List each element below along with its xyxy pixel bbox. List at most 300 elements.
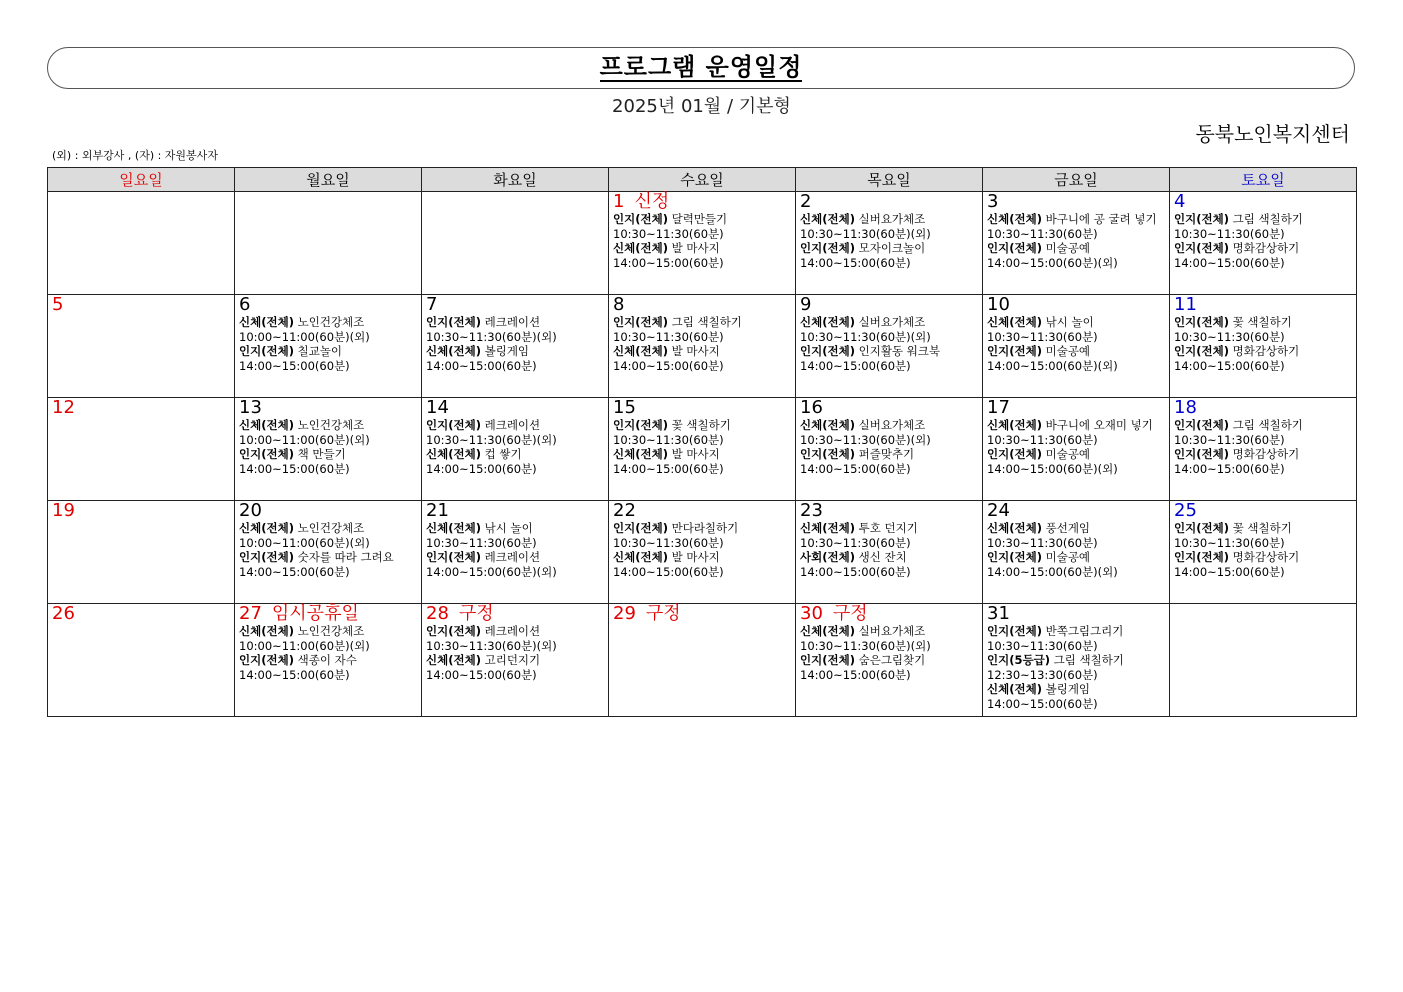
activity-time: 14:00~15:00(60분)	[987, 696, 1098, 711]
activity-name: 실버요가체조	[858, 315, 926, 329]
activity-time: 10:00~11:00(60분)(외)	[239, 638, 370, 653]
calendar-day-cell	[983, 501, 1170, 604]
day-header	[987, 192, 1165, 212]
day-header	[987, 398, 1165, 418]
activity-time: 10:30~11:30(60분)	[800, 535, 911, 550]
activity-name: 바구니에 공 굴려 넣기	[1045, 212, 1157, 226]
activity-time: 14:00~15:00(60분)	[426, 358, 537, 373]
activity-time: 10:30~11:30(60분)(외)	[800, 226, 931, 241]
activity-name: 투호 던지기	[858, 521, 918, 535]
calendar-day-cell	[983, 604, 1170, 717]
activity-line	[239, 653, 417, 668]
activity-line	[1174, 447, 1352, 462]
day-number: 23	[800, 500, 823, 521]
activity-category: 인지(전체)	[800, 447, 855, 461]
day-header	[1174, 398, 1352, 418]
activity-category: 신체(전체)	[800, 418, 855, 432]
calendar-empty-cell	[422, 192, 609, 295]
activity-category: 인지(전체)	[426, 418, 481, 432]
day-header	[800, 501, 978, 521]
weekday-header-tuesday: 화요일	[422, 168, 609, 192]
activity-line	[426, 418, 604, 433]
activity-line	[987, 682, 1165, 697]
activity-category: 인지(전체)	[1174, 315, 1229, 329]
activity-name: 책 만들기	[297, 447, 346, 461]
day-header	[800, 398, 978, 418]
organization-name: 동북노인복지센터	[1195, 122, 1350, 146]
day-number: 14	[426, 397, 449, 418]
activity-time: 14:00~15:00(60분)	[613, 461, 724, 476]
day-header	[800, 604, 978, 624]
activity-category: 인지(전체)	[613, 315, 668, 329]
activity-time: 14:00~15:00(60분)(외)	[987, 564, 1118, 579]
activity-category: 신체(전체)	[239, 624, 294, 638]
day-header	[52, 501, 230, 521]
activity-time: 14:00~15:00(60분)(외)	[426, 564, 557, 579]
activity-name: 미술공예	[1045, 344, 1091, 358]
activity-name: 발 마사지	[671, 447, 720, 461]
activity-time: 14:00~15:00(60분)	[239, 461, 350, 476]
activity-line	[800, 344, 978, 359]
activity-category: 신체(전체)	[613, 344, 668, 358]
activity-name: 명화감상하기	[1232, 447, 1300, 461]
calendar-day-cell	[422, 604, 609, 717]
activity-time: 10:30~11:30(60분)	[1174, 432, 1285, 447]
activity-name: 레크레이션	[484, 624, 541, 638]
calendar-day-cell	[235, 604, 422, 717]
activity-name: 실버요가체조	[858, 212, 926, 226]
activity-category: 신체(전체)	[613, 550, 668, 564]
day-header	[613, 604, 791, 624]
activity-category: 인지(전체)	[613, 418, 668, 432]
page-title: 프로그램 운영일정	[599, 53, 803, 81]
activity-category: 신체(전체)	[800, 315, 855, 329]
activity-name: 노인건강체조	[297, 418, 365, 432]
activity-line	[613, 418, 791, 433]
activity-time: 10:30~11:30(60분)	[987, 535, 1098, 550]
title-box	[47, 47, 1355, 89]
activity-line	[426, 344, 604, 359]
activity-category: 신체(전체)	[426, 653, 481, 667]
activity-line	[987, 212, 1165, 227]
activity-line	[800, 653, 978, 668]
subtitle: 2025년 01월 / 기본형	[612, 96, 791, 117]
day-number: 16	[800, 397, 823, 418]
activity-name: 인지활동 워크북	[858, 344, 941, 358]
activity-time: 10:00~11:00(60분)(외)	[239, 329, 370, 344]
activity-time: 14:00~15:00(60분)(외)	[987, 358, 1118, 373]
activity-time: 14:00~15:00(60분)	[800, 461, 911, 476]
activity-category: 신체(전체)	[426, 521, 481, 535]
activity-time: 10:30~11:30(60분)	[426, 535, 537, 550]
day-header	[800, 295, 978, 315]
activity-name: 미술공예	[1045, 447, 1091, 461]
activity-name: 낚시 놀이	[484, 521, 533, 535]
calendar-day-cell	[1170, 192, 1357, 295]
day-header	[613, 192, 791, 212]
day-header	[800, 192, 978, 212]
weekday-header-saturday: 토요일	[1170, 168, 1357, 192]
activity-category: 신체(전체)	[800, 212, 855, 226]
activity-time: 10:30~11:30(60분)(외)	[426, 638, 557, 653]
calendar-week-row	[48, 398, 1357, 501]
activity-line	[800, 418, 978, 433]
activity-line	[239, 344, 417, 359]
activity-name: 발 마사지	[671, 344, 720, 358]
day-number: 1	[613, 191, 625, 212]
activity-time: 10:30~11:30(60분)	[987, 432, 1098, 447]
activity-line	[987, 315, 1165, 330]
activity-name: 컵 쌓기	[484, 447, 522, 461]
day-number: 8	[613, 294, 625, 315]
activity-category: 인지(전체)	[426, 624, 481, 638]
activity-name: 퍼즐맞추기	[858, 447, 915, 461]
activity-line	[1174, 550, 1352, 565]
activity-line	[987, 418, 1165, 433]
day-number: 31	[987, 603, 1010, 624]
activity-time: 10:30~11:30(60분)(외)	[800, 329, 931, 344]
activity-time: 10:30~11:30(60분)	[1174, 226, 1285, 241]
activity-line	[800, 241, 978, 256]
activity-time: 10:00~11:00(60분)(외)	[239, 535, 370, 550]
activity-line	[1174, 418, 1352, 433]
calendar-week-row	[48, 295, 1357, 398]
day-number: 5	[52, 294, 64, 315]
activity-category: 신체(전체)	[987, 315, 1042, 329]
activity-category: 인지(전체)	[1174, 550, 1229, 564]
day-number: 17	[987, 397, 1010, 418]
day-number: 22	[613, 500, 636, 521]
weekday-header-row	[48, 168, 1357, 192]
activity-name: 실버요가체조	[858, 418, 926, 432]
activity-line	[1174, 212, 1352, 227]
calendar-week-row	[48, 501, 1357, 604]
activity-name: 미술공예	[1045, 241, 1091, 255]
day-header	[426, 398, 604, 418]
activity-name: 발 마사지	[671, 550, 720, 564]
holiday-note: 임시공휴일	[271, 603, 359, 624]
calendar-day-cell	[1170, 295, 1357, 398]
day-number: 25	[1174, 500, 1197, 521]
weekday-header-monday: 월요일	[235, 168, 422, 192]
activity-line	[239, 418, 417, 433]
calendar-table	[47, 167, 1357, 717]
activity-category: 신체(전체)	[239, 418, 294, 432]
day-header	[426, 501, 604, 521]
activity-name: 고리던지기	[484, 653, 541, 667]
calendar-day-cell	[609, 398, 796, 501]
activity-line	[987, 550, 1165, 565]
day-header	[987, 295, 1165, 315]
calendar-day-cell	[796, 398, 983, 501]
activity-name: 칠교놀이	[297, 344, 343, 358]
activity-name: 꽃 색칠하기	[671, 418, 731, 432]
day-number: 27	[239, 603, 262, 624]
activity-time: 12:30~13:30(60분)	[987, 667, 1098, 682]
activity-line	[800, 212, 978, 227]
activity-category: 신체(전체)	[987, 521, 1042, 535]
activity-category: 신체(전체)	[987, 418, 1042, 432]
activity-time: 14:00~15:00(60분)	[1174, 358, 1285, 373]
activity-line	[800, 550, 978, 565]
activity-time: 10:30~11:30(60분)	[1174, 329, 1285, 344]
activity-time: 14:00~15:00(60분)	[800, 255, 911, 270]
activity-time: 14:00~15:00(60분)	[239, 358, 350, 373]
activity-line	[987, 624, 1165, 639]
activity-line	[800, 624, 978, 639]
activity-line	[987, 344, 1165, 359]
activity-category: 신체(전체)	[426, 447, 481, 461]
day-number: 18	[1174, 397, 1197, 418]
activity-category: 인지(5등급)	[987, 653, 1050, 667]
calendar-day-cell	[235, 501, 422, 604]
day-number: 12	[52, 397, 75, 418]
calendar-day-cell	[48, 501, 235, 604]
calendar-day-cell	[983, 295, 1170, 398]
activity-category: 신체(전체)	[800, 624, 855, 638]
activity-name: 그림 색칠하기	[1232, 418, 1303, 432]
activity-line	[613, 241, 791, 256]
weekday-header-friday: 금요일	[983, 168, 1170, 192]
activity-name: 반쪽그림그리기	[1045, 624, 1124, 638]
calendar-empty-cell	[1170, 604, 1357, 717]
activity-name: 바구니에 오재미 넣기	[1045, 418, 1153, 432]
activity-name: 그림 색칠하기	[1053, 653, 1124, 667]
activity-time: 10:30~11:30(60분)(외)	[800, 638, 931, 653]
activity-line	[987, 447, 1165, 462]
activity-name: 그림 색칠하기	[671, 315, 742, 329]
day-header	[613, 501, 791, 521]
activity-time: 14:00~15:00(60분)	[239, 564, 350, 579]
activity-line	[613, 212, 791, 227]
activity-category: 신체(전체)	[239, 315, 294, 329]
activity-category: 신체(전체)	[613, 447, 668, 461]
activity-line	[426, 624, 604, 639]
calendar-day-cell	[796, 604, 983, 717]
calendar-empty-cell	[48, 192, 235, 295]
day-number: 15	[613, 397, 636, 418]
day-number: 24	[987, 500, 1010, 521]
activity-line	[987, 241, 1165, 256]
activity-time: 10:30~11:30(60분)	[1174, 535, 1285, 550]
day-number: 10	[987, 294, 1010, 315]
activity-time: 14:00~15:00(60분)	[613, 564, 724, 579]
activity-name: 레크레이션	[484, 550, 541, 564]
calendar-day-cell	[48, 604, 235, 717]
activity-category: 신체(전체)	[800, 521, 855, 535]
legend-note: (외) : 외부강사 , (자) : 자원봉사자	[52, 149, 218, 162]
activity-time: 10:30~11:30(60분)(외)	[426, 329, 557, 344]
weekday-header-sunday: 일요일	[48, 168, 235, 192]
activity-name: 꽃 색칠하기	[1232, 315, 1292, 329]
calendar-day-cell	[422, 501, 609, 604]
activity-category: 인지(전체)	[987, 447, 1042, 461]
activity-time: 10:30~11:30(60분)(외)	[800, 432, 931, 447]
activity-name: 실버요가체조	[858, 624, 926, 638]
activity-time: 10:30~11:30(60분)	[613, 535, 724, 550]
activity-line	[239, 624, 417, 639]
activity-category: 인지(전체)	[613, 521, 668, 535]
activity-name: 미술공예	[1045, 550, 1091, 564]
calendar-day-cell	[48, 295, 235, 398]
day-header	[1174, 501, 1352, 521]
activity-line	[426, 550, 604, 565]
activity-line	[426, 653, 604, 668]
activity-line	[239, 550, 417, 565]
day-number: 2	[800, 191, 812, 212]
calendar-day-cell	[235, 295, 422, 398]
day-header	[239, 501, 417, 521]
activity-time: 10:30~11:30(60분)(외)	[426, 432, 557, 447]
activity-time: 14:00~15:00(60분)	[1174, 461, 1285, 476]
calendar-day-cell	[983, 398, 1170, 501]
day-number: 7	[426, 294, 438, 315]
activity-category: 신체(전체)	[987, 212, 1042, 226]
day-number: 6	[239, 294, 251, 315]
day-header	[613, 398, 791, 418]
activity-category: 인지(전체)	[800, 653, 855, 667]
activity-category: 사회(전체)	[800, 550, 855, 564]
calendar-day-cell	[609, 501, 796, 604]
activity-time: 10:00~11:00(60분)(외)	[239, 432, 370, 447]
activity-name: 낚시 놀이	[1045, 315, 1094, 329]
activity-name: 노인건강체조	[297, 624, 365, 638]
holiday-note: 신정	[634, 191, 670, 212]
calendar-body	[48, 192, 1357, 717]
activity-time: 14:00~15:00(60분)	[613, 358, 724, 373]
day-header	[426, 604, 604, 624]
activity-time: 14:00~15:00(60분)	[800, 667, 911, 682]
activity-line	[1174, 241, 1352, 256]
activity-name: 볼링게임	[484, 344, 530, 358]
activity-name: 명화감상하기	[1232, 241, 1300, 255]
activity-category: 인지(전체)	[987, 241, 1042, 255]
activity-line	[426, 315, 604, 330]
activity-name: 달력만들기	[671, 212, 728, 226]
activity-name: 레크레이션	[484, 418, 541, 432]
activity-time: 10:30~11:30(60분)	[613, 432, 724, 447]
calendar-day-cell	[422, 295, 609, 398]
day-number: 11	[1174, 294, 1197, 315]
holiday-note: 구정	[458, 603, 494, 624]
activity-line	[613, 447, 791, 462]
activity-line	[1174, 521, 1352, 536]
activity-time: 10:30~11:30(60분)	[613, 226, 724, 241]
activity-category: 인지(전체)	[987, 344, 1042, 358]
activity-category: 인지(전체)	[426, 315, 481, 329]
calendar-empty-cell	[235, 192, 422, 295]
activity-time: 14:00~15:00(60분)	[800, 564, 911, 579]
activity-category: 신체(전체)	[239, 521, 294, 535]
activity-line	[613, 521, 791, 536]
activity-category: 인지(전체)	[1174, 418, 1229, 432]
day-header	[613, 295, 791, 315]
day-number: 9	[800, 294, 812, 315]
activity-line	[800, 447, 978, 462]
activity-line	[800, 521, 978, 536]
activity-name: 발 마사지	[671, 241, 720, 255]
activity-time: 10:30~11:30(60분)	[987, 638, 1098, 653]
activity-category: 인지(전체)	[239, 447, 294, 461]
activity-time: 10:30~11:30(60분)	[987, 226, 1098, 241]
activity-name: 만다라칠하기	[671, 521, 739, 535]
activity-category: 신체(전체)	[613, 241, 668, 255]
holiday-note: 구정	[832, 603, 868, 624]
day-number: 26	[52, 603, 75, 624]
activity-line	[987, 653, 1165, 668]
activity-category: 인지(전체)	[613, 212, 668, 226]
day-number: 20	[239, 500, 262, 521]
activity-line	[426, 521, 604, 536]
day-number: 28	[426, 603, 449, 624]
activity-name: 모자이크놀이	[858, 241, 926, 255]
calendar-day-cell	[422, 398, 609, 501]
activity-category: 인지(전체)	[1174, 344, 1229, 358]
activity-category: 인지(전체)	[239, 653, 294, 667]
day-number: 3	[987, 191, 999, 212]
activity-time: 14:00~15:00(60분)(외)	[987, 255, 1118, 270]
calendar-day-cell	[983, 192, 1170, 295]
weekday-header-thursday: 목요일	[796, 168, 983, 192]
activity-line	[239, 315, 417, 330]
activity-time: 10:30~11:30(60분)	[987, 329, 1098, 344]
activity-name: 숨은그림찾기	[858, 653, 926, 667]
activity-category: 인지(전체)	[987, 550, 1042, 564]
calendar-day-cell	[609, 604, 796, 717]
day-header	[1174, 192, 1352, 212]
day-header	[987, 604, 1165, 624]
calendar-day-cell	[796, 192, 983, 295]
activity-name: 풍선게임	[1045, 521, 1091, 535]
activity-category: 인지(전체)	[1174, 212, 1229, 226]
calendar-day-cell	[796, 295, 983, 398]
activity-name: 그림 색칠하기	[1232, 212, 1303, 226]
calendar-day-cell	[609, 295, 796, 398]
day-header	[52, 398, 230, 418]
activity-line	[613, 344, 791, 359]
activity-name: 노인건강체조	[297, 521, 365, 535]
activity-line	[1174, 315, 1352, 330]
day-header	[52, 604, 230, 624]
activity-time: 14:00~15:00(60분)	[1174, 564, 1285, 579]
activity-line	[613, 315, 791, 330]
day-number: 4	[1174, 191, 1186, 212]
calendar-day-cell	[235, 398, 422, 501]
day-header	[239, 398, 417, 418]
day-number: 21	[426, 500, 449, 521]
activity-time: 14:00~15:00(60분)(외)	[987, 461, 1118, 476]
activity-category: 인지(전체)	[426, 550, 481, 564]
activity-line	[1174, 344, 1352, 359]
activity-category: 인지(전체)	[800, 241, 855, 255]
activity-category: 인지(전체)	[1174, 521, 1229, 535]
day-number: 19	[52, 500, 75, 521]
activity-category: 인지(전체)	[239, 344, 294, 358]
activity-category: 신체(전체)	[426, 344, 481, 358]
activity-category: 신체(전체)	[987, 682, 1042, 696]
calendar-week-row	[48, 604, 1357, 717]
activity-time: 14:00~15:00(60분)	[426, 667, 537, 682]
calendar-day-cell	[796, 501, 983, 604]
calendar-day-cell	[48, 398, 235, 501]
day-header	[426, 295, 604, 315]
day-header	[239, 604, 417, 624]
activity-category: 인지(전체)	[987, 624, 1042, 638]
activity-time: 10:30~11:30(60분)	[613, 329, 724, 344]
activity-name: 레크레이션	[484, 315, 541, 329]
activity-name: 숫자를 따라 그려요	[297, 550, 394, 564]
activity-category: 인지(전체)	[1174, 447, 1229, 461]
